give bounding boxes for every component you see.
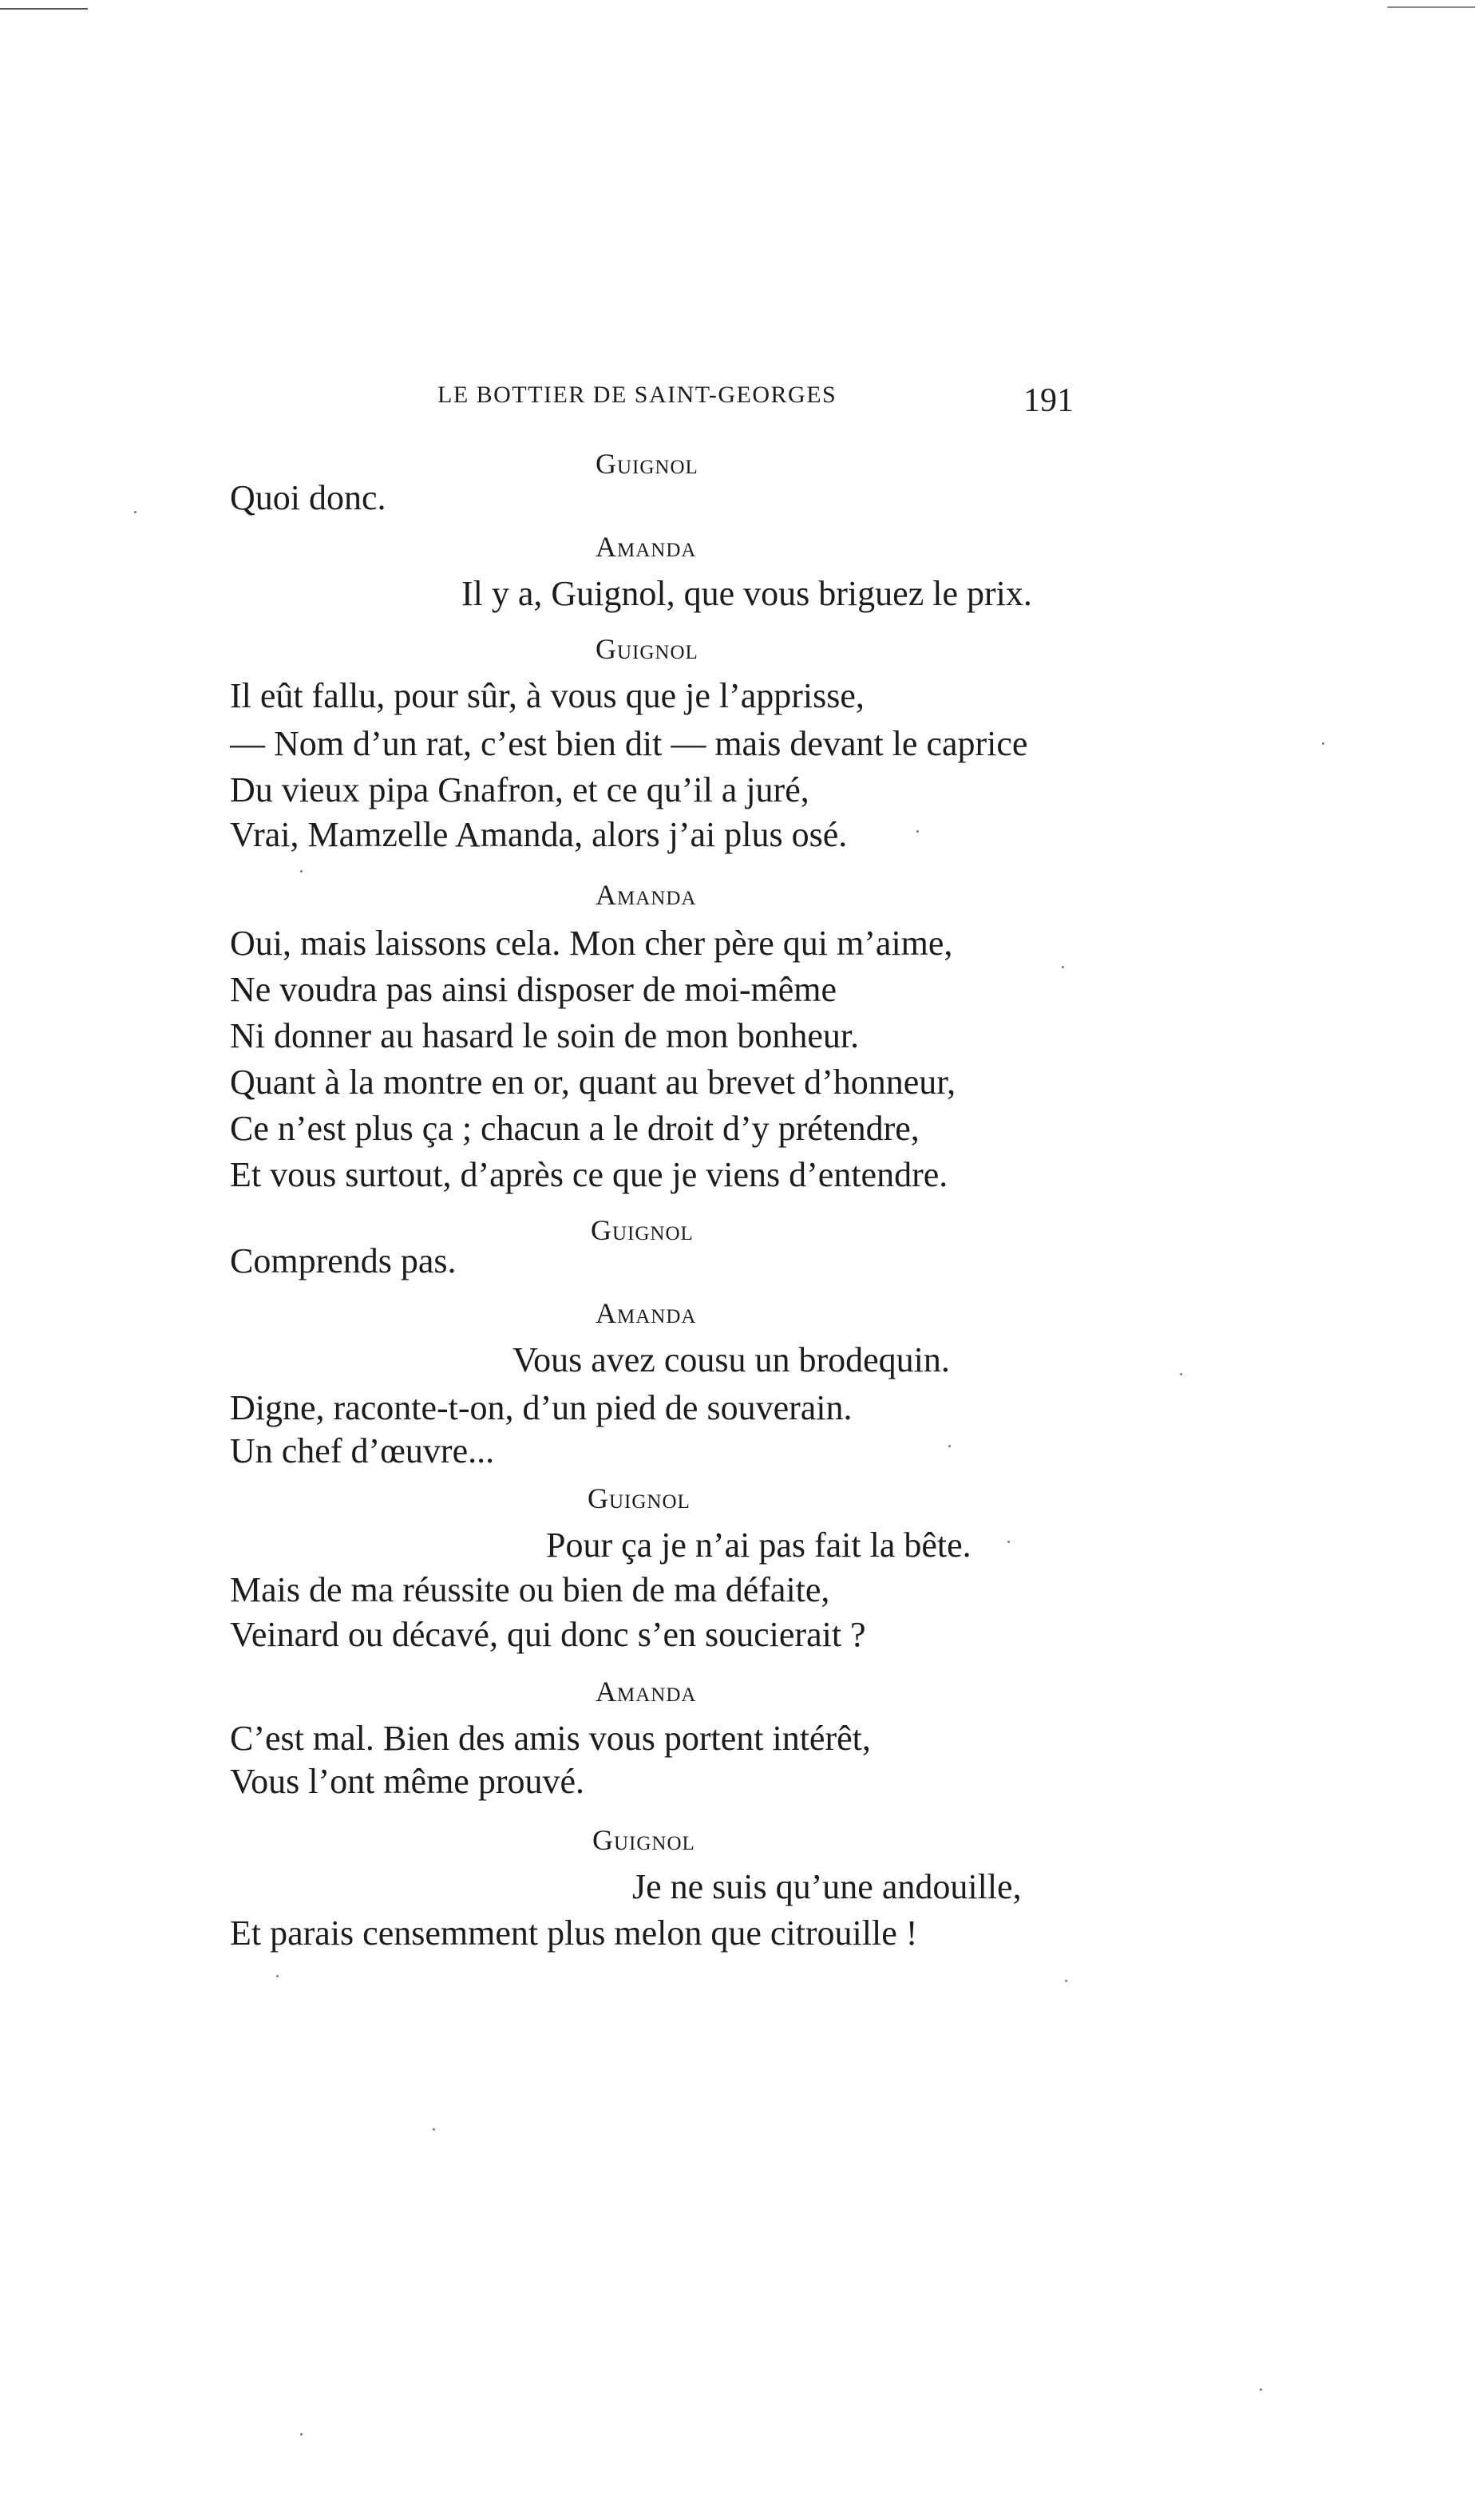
verse-line: Quant à la montre en or, quant au brevet d’honneur,: [230, 1063, 956, 1102]
top-left-rule: [0, 8, 88, 10]
scan-speck: [1180, 1373, 1182, 1375]
verse-line: Et parais censemment plus melon que citrouille !: [230, 1913, 918, 1953]
scan-speck: [916, 830, 919, 833]
speaker-amanda: Amanda: [596, 1676, 697, 1708]
verse-line: Il eût fallu, pour sûr, à vous que je l’apprisse,: [230, 676, 865, 715]
speaker-guignol: Guignol: [588, 1482, 691, 1514]
running-title: LE BOTTIER DE SAINT-GEORGES: [437, 382, 837, 408]
speaker-amanda: Amanda: [596, 1297, 697, 1329]
verse-line: Veinard ou décavé, qui donc s’en soucierait ?: [230, 1615, 866, 1654]
scan-speck: [300, 870, 303, 873]
scan-speck: [1007, 1541, 1010, 1543]
scan-speck: [1065, 1980, 1067, 1982]
scan-speck: [276, 1975, 279, 1977]
verse-line: Ne voudra pas ainsi disposer de moi-même: [230, 970, 837, 1009]
verse-line: Vous avez cousu un brodequin.: [512, 1340, 950, 1379]
verse-line: Du vieux pipa Gnafron, et ce qu’il a juré,: [230, 770, 809, 809]
verse-line: Mais de ma réussite ou bien de ma défaite,: [230, 1570, 830, 1609]
scan-speck: [1062, 966, 1064, 968]
speaker-guignol: Guignol: [591, 1214, 694, 1246]
top-right-rule: [1387, 6, 1475, 8]
verse-line: Pour ça je n’ai pas fait la bête.: [546, 1526, 972, 1565]
verse-line: Ni donner au hasard le soin de mon bonheur.: [230, 1016, 860, 1055]
verse-line: Vrai, Mamzelle Amanda, alors j’ai plus osé.: [230, 815, 848, 854]
scan-speck: [1260, 2388, 1262, 2391]
speaker-amanda: Amanda: [596, 879, 697, 911]
scan-speck: [948, 1445, 951, 1447]
verse-line: Digne, raconte-t-on, d’un pied de souverain.: [230, 1388, 853, 1427]
verse-line: — Nom d’un rat, c’est bien dit — mais devant le caprice: [230, 724, 1028, 763]
scan-speck: [433, 2128, 435, 2131]
verse-line: Comprends pas.: [230, 1241, 457, 1280]
page-number: 191: [1023, 382, 1074, 419]
verse-line: Je ne suis qu’une andouille,: [632, 1867, 1022, 1906]
speaker-guignol: Guignol: [596, 448, 698, 480]
verse-line: Oui, mais laissons cela. Mon cher père qui m’aime,: [230, 924, 953, 963]
speaker-guignol: Guignol: [592, 1824, 695, 1856]
verse-line: Il y a, Guignol, que vous briguez le prix.: [461, 574, 1032, 613]
scan-speck: [1322, 742, 1324, 745]
scan-speck: [134, 511, 137, 513]
scan-speck: [300, 2433, 303, 2436]
speaker-guignol: Guignol: [596, 633, 698, 665]
verse-line: Vous l’ont même prouvé.: [230, 1762, 585, 1801]
verse-line: Et vous surtout, d’après ce que je viens d’entendre.: [230, 1155, 948, 1194]
speaker-amanda: Amanda: [596, 531, 697, 563]
verse-line: Ce n’est plus ça ; chacun a le droit d’y prétendre,: [230, 1109, 920, 1148]
verse-line: Quoi donc.: [230, 478, 386, 517]
verse-line: C’est mal. Bien des amis vous portent intérêt,: [230, 1719, 871, 1758]
verse-line: Un chef d’œuvre...: [230, 1431, 495, 1470]
